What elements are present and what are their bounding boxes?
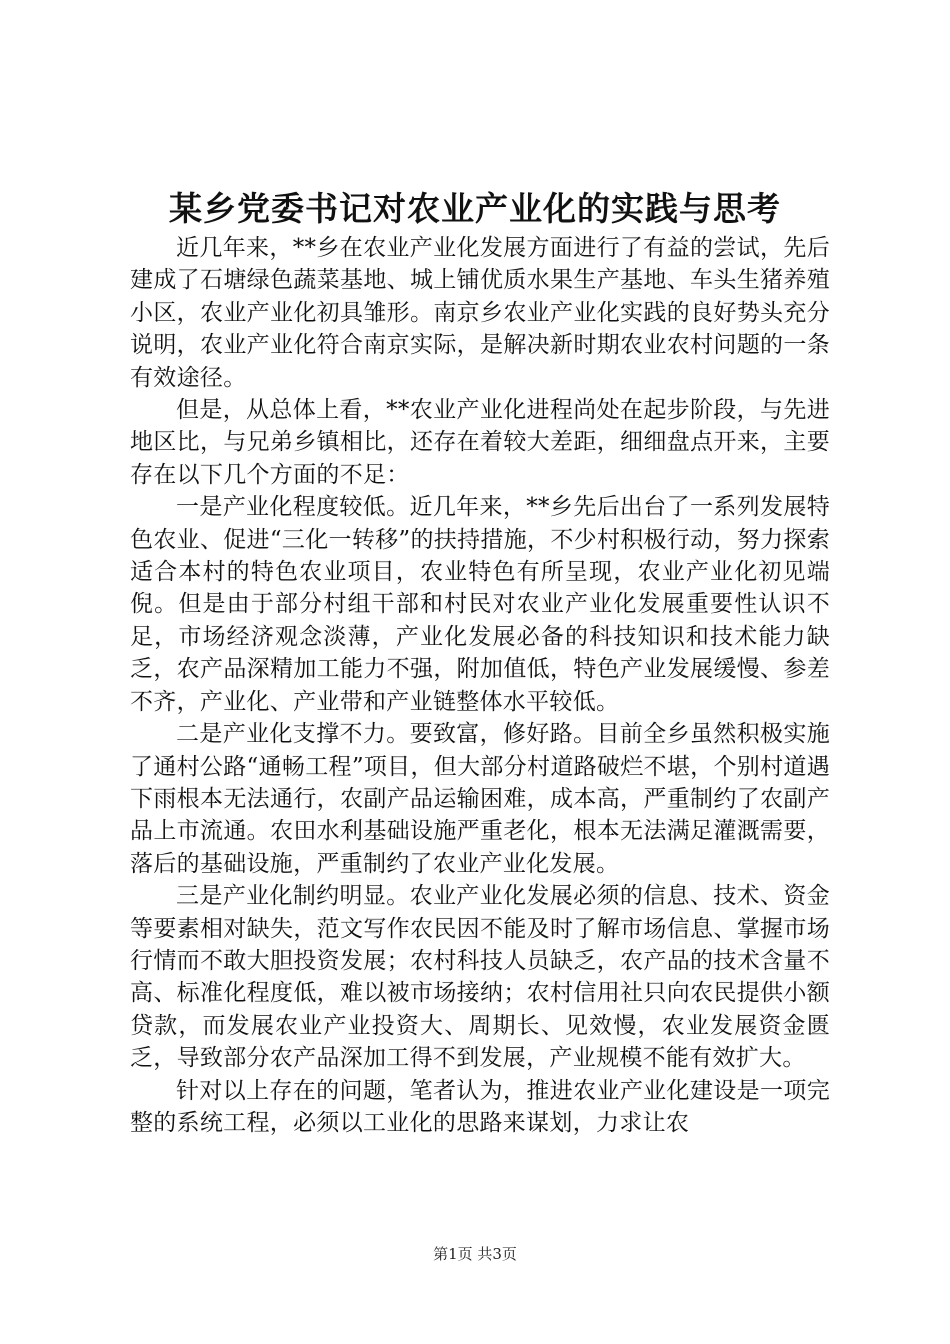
paragraph: 二是产业化支撑不力。要致富，修好路。目前全乡虽然积极实施了通村公路“通畅工程”项目，但大部分村道路破烂不堪，个别村道遇下雨根本无法通行，农副产品运输困难，成本高，严重制约了农副产品上市流通。农田水利基础设施严重老化，根本无法满足灌溉需要，落后的基础设施，严重制约了农业产业化发展。 bbox=[130, 721, 830, 877]
page-number-footer: 第1页 共3页 bbox=[433, 1245, 517, 1263]
document-body bbox=[130, 232, 830, 1139]
paragraph: 但是，从总体上看，**农业产业化进程尚处在起步阶段，与先进地区比，与兄弟乡镇相比，还存在着较大差距，细细盘点开来，主要存在以下几个方面的不足： bbox=[130, 397, 830, 488]
paragraph: 三是产业化制约明显。农业产业化发展必须的信息、技术、资金等要素相对缺失，范文写作农民因不能及时了解市场信息、掌握市场行情而不敢大胆投资发展；农村科技人员缺乏，农产品的技术含量不高、标准化程度低，难以被市场接纳；农村信用社只向农民提供小额贷款，而发展农业产业投资大、周期长、见效慢，农业发展资金匮乏，导致部分农产品深加工得不到发展，产业规模不能有效扩大。 bbox=[130, 883, 830, 1072]
paragraph: 一是产业化程度较低。近几年来，**乡先后出台了一系列发展特色农业、促进“三化一转移”的扶持措施，不少村积极行动，努力探索适合本村的特色农业项目，农业特色有所呈现，农业产业化初见端倪。但是由于部分村组干部和村民对农业产业化发展重要性认识不足，市场经济观念淡薄，产业化发展必备的科技知识和技术能力缺乏，农产品深精加工能力不强，附加值低，特色产业发展缓慢、参差不齐，产业化、产业带和产业链整体水平较低。 bbox=[130, 494, 830, 715]
paragraph: 针对以上存在的问题，笔者认为，推进农业产业化建设是一项完整的系统工程，必须以工业化的思路来谋划，力求让农 bbox=[130, 1077, 830, 1136]
document-title: 某乡党委书记对农业产业化的实践与思考 bbox=[169, 189, 781, 228]
paragraph: 近几年来，**乡在农业产业化发展方面进行了有益的尝试，先后建成了石塘绿色蔬菜基地、城上铺优质水果生产基地、车头生猪养殖小区，农业产业化初具雏形。南京乡农业产业化实践的良好势头充分说明，农业产业化符合南京实际，是解决新时期农业农村问题的一条有效途径。 bbox=[130, 235, 830, 391]
